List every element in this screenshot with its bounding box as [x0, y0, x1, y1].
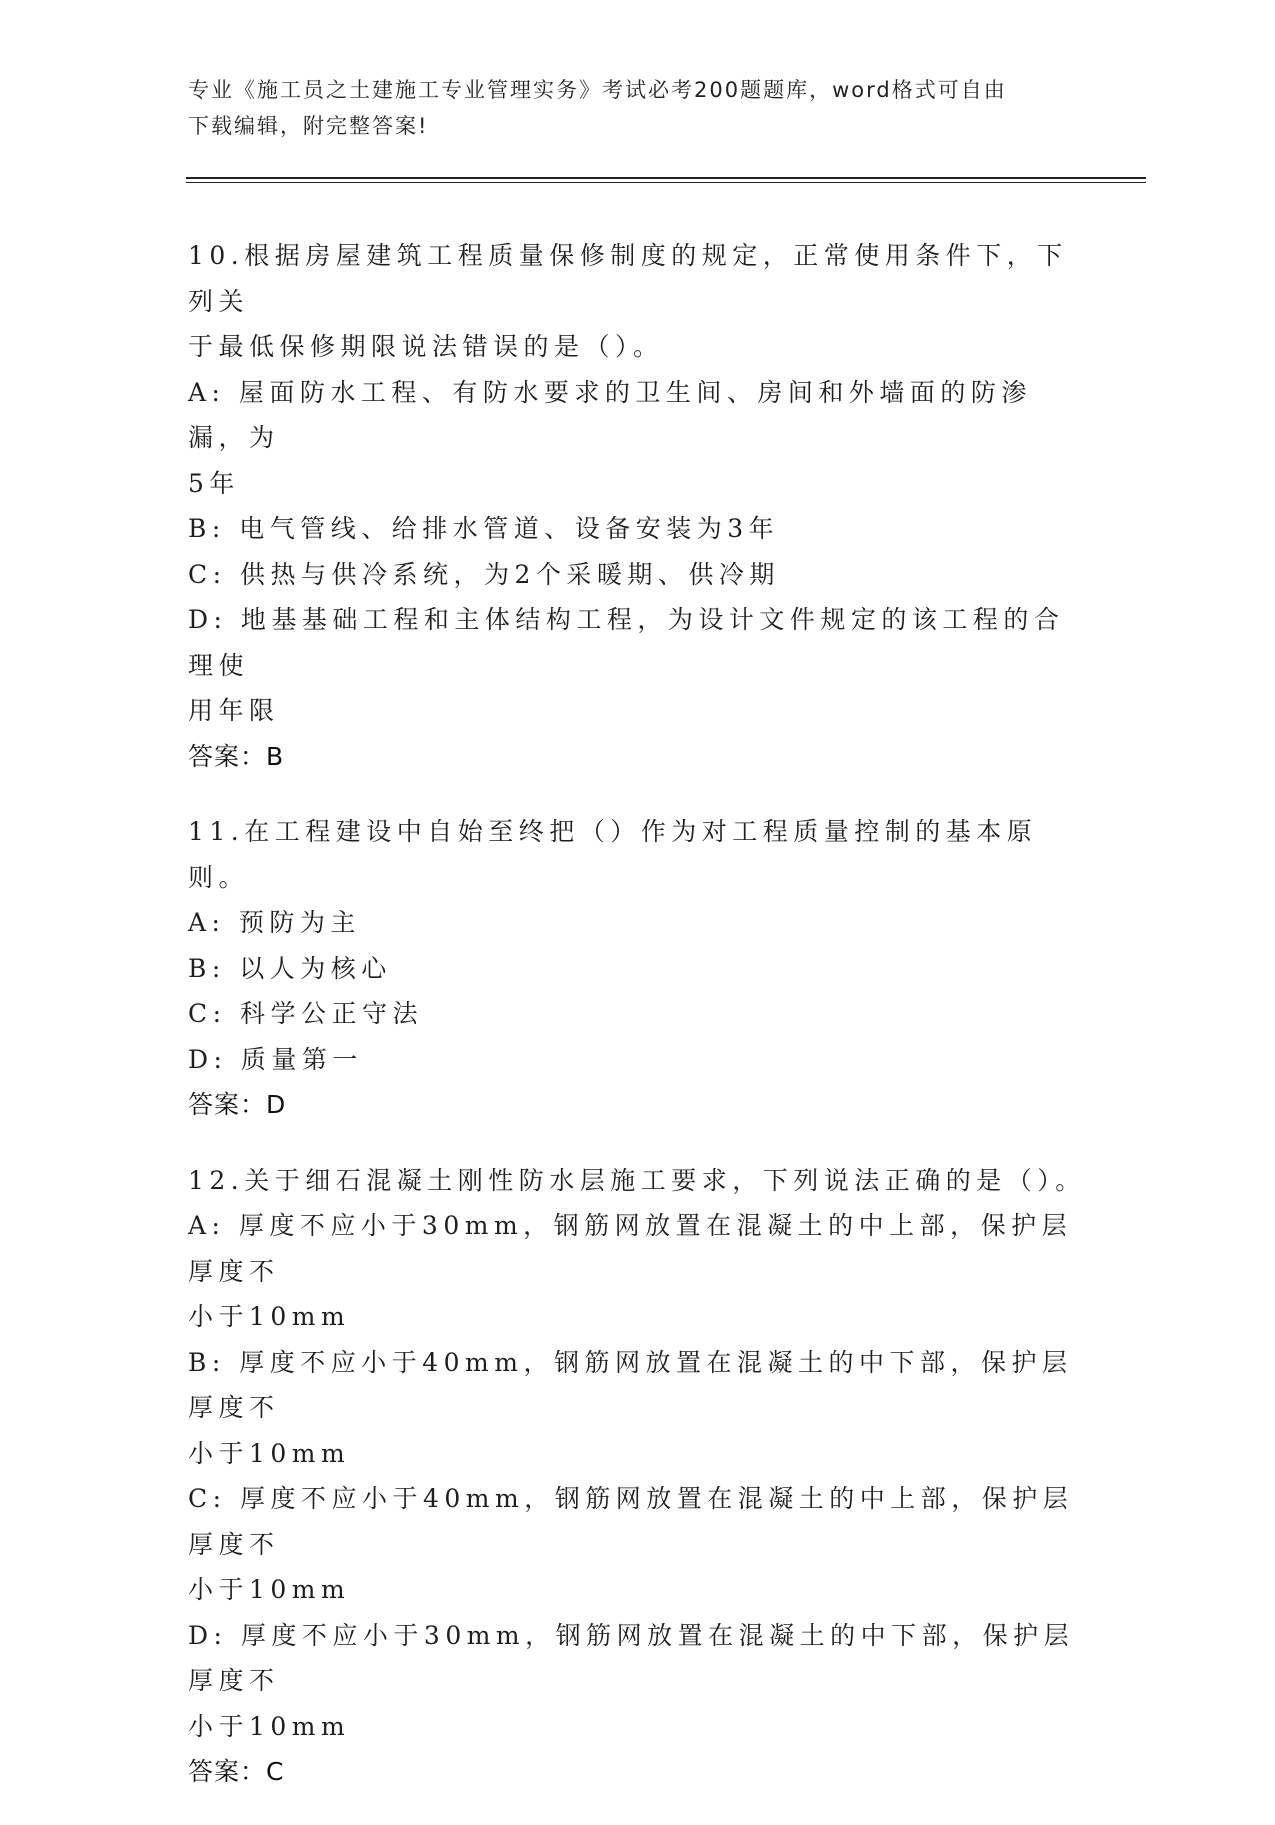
option-d: D: 质量第一	[188, 1044, 363, 1074]
option-b: B: 厚度不应小于40mm，钢筋网放置在混凝土的中下部，保护层厚度不 小于10mm	[188, 1347, 1073, 1468]
header-line-2: 下载编辑，附完整答案!	[188, 114, 429, 138]
option-b: B: 电气管线、给排水管道、设备安装为3年	[188, 514, 780, 543]
option-d: D: 地基基础工程和主体结构工程，为设计文件规定的该工程的合理使 用年限	[188, 605, 1065, 725]
option-a: A: 厚度不应小于30mm，钢筋网放置在混凝土的中上部，保护层厚度不 小于10mm	[188, 1211, 1073, 1331]
answer-line: 答案：D	[188, 1090, 287, 1119]
question-12	[188, 1158, 1088, 1795]
header-divider-thin	[186, 182, 1146, 183]
option-a: A: 预防为主	[188, 908, 361, 937]
document-header	[188, 72, 1088, 144]
option-a: A: 屋面防水工程、有防水要求的卫生间、房间和外墙面的防渗漏，为 5年	[188, 377, 1032, 498]
question-stem: 12.关于细石混凝土刚性防水层施工要求，下列说法正确的是（）。	[188, 1165, 1086, 1195]
question-stem: 11.在工程建设中自始至终把（）作为对工程质量控制的基本原则。	[188, 817, 1038, 892]
option-c: C: 科学公正守法	[188, 999, 423, 1028]
option-c: C: 供热与供冷系统，为2个采暖期、供冷期	[188, 559, 780, 589]
option-b: B: 以人为核心	[188, 953, 392, 983]
question-11	[188, 809, 1088, 1128]
header-divider-thick	[186, 177, 1146, 179]
option-d: D: 厚度不应小于30mm，钢筋网放置在混凝土的中下部，保护层厚度不 小于10mm	[188, 1620, 1075, 1741]
header-line-1: 专业《施工员之土建施工专业管理实务》考试必考200题题库，word格式可自由	[188, 78, 1007, 102]
option-c: C: 厚度不应小于40mm，钢筋网放置在混凝土的中上部，保护层厚度不 小于10mm	[188, 1484, 1074, 1604]
question-list	[188, 233, 1088, 1825]
question-stem: 10.根据房屋建筑工程质量保修制度的规定，正常使用条件下，下列关 于最低保修期限说法错误的是（）。	[188, 241, 1068, 361]
question-10	[188, 233, 1088, 779]
answer-line: 答案：C	[188, 1757, 285, 1786]
answer-line: 答案：B	[188, 741, 285, 771]
